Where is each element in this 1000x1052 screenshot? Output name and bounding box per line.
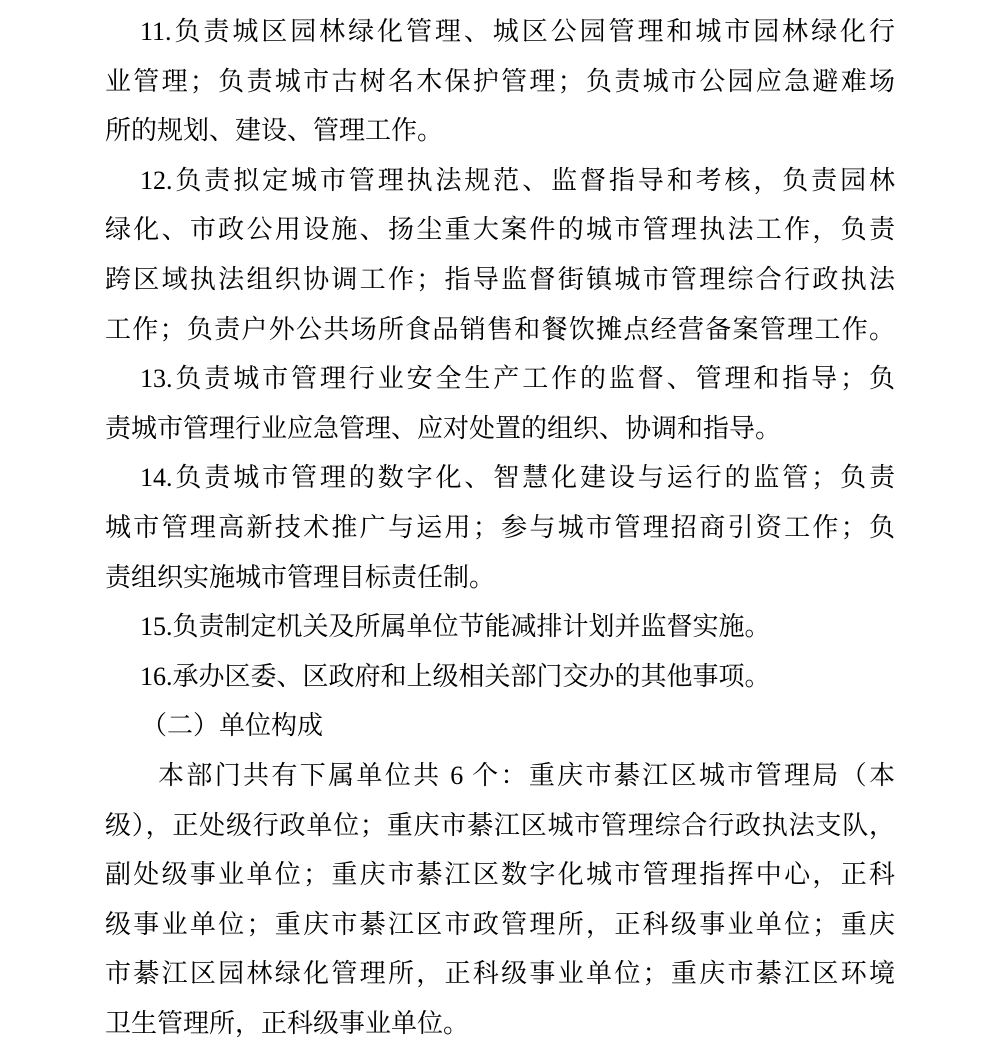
duty-13-line-1: 13.负责城市管理行业安全生产工作的监督、管理和指导；负	[140, 364, 895, 394]
duty-11-line-2: 业管理；负责城市古树名木保护管理；负责城市公园应急避难场	[105, 66, 895, 96]
duty-14-line-3: 责组织实施城市管理目标责任制。	[105, 562, 496, 592]
paragraph-duty-14	[105, 453, 895, 602]
paragraph-duty-13	[105, 354, 895, 453]
duty-11-line-1: 11.负责城区园林绿化管理、城区公园管理和城市园林绿化行	[140, 17, 895, 46]
unit-composition-line-3: 副处级事业单位；重庆市綦江区数字化城市管理指挥中心，正科	[105, 860, 895, 890]
paragraph-unit-composition	[105, 751, 895, 1049]
duty-12-line-1: 12.负责拟定城市管理执法规范、监督指导和考核，负责园林	[140, 165, 895, 195]
paragraph-duty-11	[105, 7, 895, 156]
section-heading-unit-composition	[105, 701, 895, 751]
unit-composition-line-2: 级），正处级行政单位；重庆市綦江区城市管理综合行政执法支队，	[105, 810, 895, 840]
duty-12-line-2: 绿化、市政公用设施、扬尘重大案件的城市管理执法工作，负责	[105, 215, 895, 245]
duty-12-line-3: 跨区域执法组织协调工作；指导监督街镇城市管理综合行政执法	[105, 264, 895, 294]
duty-15-line-1: 15.负责制定机关及所属单位节能减排计划并监督实施。	[140, 612, 771, 642]
paragraph-duty-12	[105, 156, 895, 354]
duty-13-line-2: 责城市管理行业应急管理、应对处置的组织、协调和指导。	[105, 413, 782, 443]
paragraph-duty-16	[105, 652, 895, 702]
unit-composition-line-6: 卫生管理所，正科级事业单位。	[105, 1008, 470, 1038]
unit-composition-line-5: 市綦江区园林绿化管理所，正科级事业单位；重庆市綦江区环境	[105, 959, 895, 989]
duty-14-line-2: 城市管理高新技术推广与运用；参与城市管理招商引资工作；负	[105, 512, 895, 542]
duty-12-line-4: 工作；负责户外公共场所食品销售和餐饮摊点经营备案管理工作。	[105, 314, 895, 344]
unit-composition-line-4: 级事业单位；重庆市綦江区市政管理所，正科级事业单位；重庆	[105, 909, 895, 939]
section-heading-text: （二）单位构成	[141, 711, 324, 741]
duty-16-line-1: 16.承办区委、区政府和上级相关部门交办的其他事项。	[140, 661, 771, 691]
unit-composition-line-1: 本部门共有下属单位共 6 个：重庆市綦江区城市管理局（本	[158, 760, 895, 790]
duty-14-line-1: 14.负责城市管理的数字化、智慧化建设与运行的监管；负责	[140, 463, 895, 493]
duty-11-line-3: 所的规划、建设、管理工作。	[105, 116, 444, 146]
paragraph-duty-15	[105, 602, 895, 652]
